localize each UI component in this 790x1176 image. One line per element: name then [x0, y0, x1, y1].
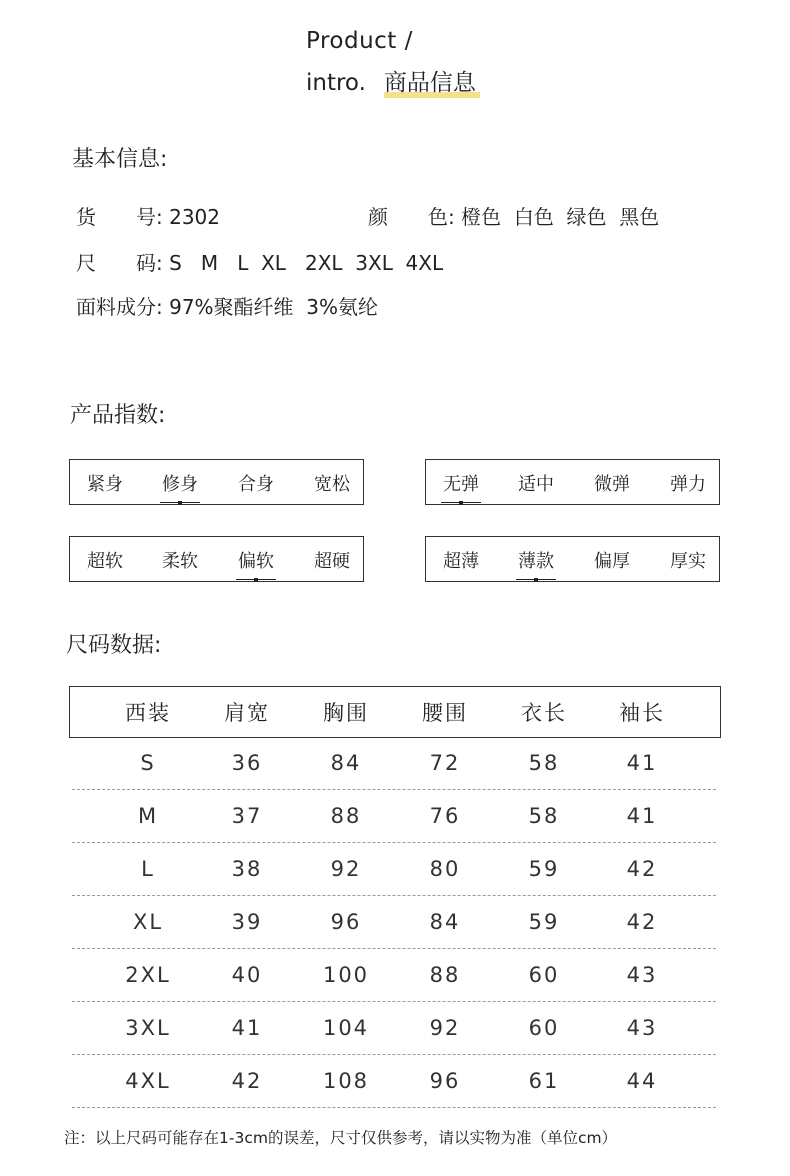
fit-option: 修身 [162, 470, 198, 496]
table-cell: 38 [231, 857, 263, 881]
table-cell: 88 [429, 963, 461, 987]
table-cell: 42 [626, 910, 658, 934]
table-cell: 60 [528, 1016, 560, 1040]
table-cell: 43 [626, 963, 658, 987]
table-cell: 42 [231, 1069, 263, 1093]
item-number-value: 2302 [169, 205, 221, 229]
table-header-cell: 袖长 [619, 701, 665, 725]
fit-index-box [69, 459, 364, 505]
table-cell: 44 [626, 1069, 658, 1093]
header-title-en: Product / [306, 28, 413, 54]
table-cell: 37 [231, 804, 263, 828]
size-value: S M L XL 2XL 3XL 4XL [169, 251, 444, 275]
softness-option: 柔软 [162, 551, 198, 572]
table-row-divider [72, 895, 716, 896]
color-label: 颜 色: [368, 205, 455, 229]
table-cell: 58 [528, 751, 560, 775]
table-cell: 108 [322, 1069, 370, 1093]
table-cell: 96 [330, 910, 362, 934]
table-header-cell: 胸围 [323, 701, 369, 725]
table-cell: 76 [429, 804, 461, 828]
color-value: 橙色 白色 绿色 黑色 [461, 205, 660, 229]
table-cell: 3XL [125, 1016, 171, 1040]
table-header-cell: 腰围 [422, 701, 468, 725]
thickness-option: 厚实 [670, 551, 706, 572]
table-cell: 39 [231, 910, 263, 934]
fabric-row [76, 291, 378, 320]
table-row-divider [72, 842, 716, 843]
table-header-cell: 衣长 [521, 701, 567, 725]
size-row [76, 247, 443, 276]
table-cell: 84 [429, 910, 461, 934]
table-cell: 58 [528, 804, 560, 828]
item-number-label: 货 号: [76, 205, 163, 229]
stretch-index-box [425, 459, 720, 505]
fabric-label: 面料成分: [76, 295, 163, 319]
table-cell: 96 [429, 1069, 461, 1093]
softness-option: 超硬 [314, 551, 350, 572]
fit-option: 宽松 [314, 474, 350, 495]
softness-option: 偏软 [238, 547, 274, 573]
table-row-divider [72, 948, 716, 949]
table-cell: S [140, 751, 156, 775]
table-cell: 41 [231, 1016, 263, 1040]
table-cell: 61 [528, 1069, 560, 1093]
size-note: 注：以上尺码可能存在1-3cm的误差，尺寸仅供参考，请以实物为准（单位cm） [64, 1129, 618, 1147]
table-cell: 92 [429, 1016, 461, 1040]
table-cell: 41 [626, 751, 658, 775]
size-data-title: 尺码数据: [66, 633, 162, 658]
softness-index-box [69, 536, 364, 582]
table-cell: 92 [330, 857, 362, 881]
thickness-option: 超薄 [443, 551, 479, 572]
table-cell: 100 [322, 963, 370, 987]
color-row [368, 201, 659, 230]
table-cell: 41 [626, 804, 658, 828]
table-row-divider [72, 1001, 716, 1002]
table-cell: 80 [429, 857, 461, 881]
table-cell: 88 [330, 804, 362, 828]
table-row-divider [72, 1054, 716, 1055]
stretch-option: 弹力 [670, 474, 706, 495]
table-cell: 72 [429, 751, 461, 775]
item-number-row [76, 201, 220, 230]
table-cell: L [141, 857, 155, 881]
fit-option: 合身 [238, 474, 274, 495]
table-cell: 42 [626, 857, 658, 881]
table-cell: M [137, 804, 159, 828]
table-cell: 40 [231, 963, 263, 987]
header-title-cn: 商品信息 [384, 64, 476, 97]
table-row-divider [72, 789, 716, 790]
thickness-index-box [425, 536, 720, 582]
table-header-cell: 西装 [125, 701, 171, 725]
table-cell: 60 [528, 963, 560, 987]
table-cell: 59 [528, 910, 560, 934]
header-subtitle [306, 64, 476, 97]
table-header-cell: 肩宽 [224, 701, 270, 725]
stretch-option: 微弹 [594, 474, 630, 495]
table-cell: 2XL [125, 963, 171, 987]
table-cell: 36 [231, 751, 263, 775]
table-cell: XL [132, 910, 164, 934]
table-row-divider [72, 1107, 716, 1108]
product-index-title: 产品指数: [70, 403, 166, 428]
table-cell: 4XL [125, 1069, 171, 1093]
table-cell: 104 [322, 1016, 370, 1040]
thickness-option: 薄款 [518, 547, 554, 573]
table-cell: 43 [626, 1016, 658, 1040]
stretch-option: 无弹 [443, 470, 479, 496]
fit-option: 紧身 [87, 474, 123, 495]
table-cell: 84 [330, 751, 362, 775]
stretch-option: 适中 [518, 474, 554, 495]
header-intro: intro. [306, 70, 366, 96]
softness-option: 超软 [87, 551, 123, 572]
table-cell: 59 [528, 857, 560, 881]
fabric-value: 97%聚酯纤维 3%氨纶 [169, 295, 379, 319]
basic-info-title: 基本信息: [72, 147, 168, 172]
size-label: 尺 码: [76, 251, 163, 275]
thickness-option: 偏厚 [594, 551, 630, 572]
